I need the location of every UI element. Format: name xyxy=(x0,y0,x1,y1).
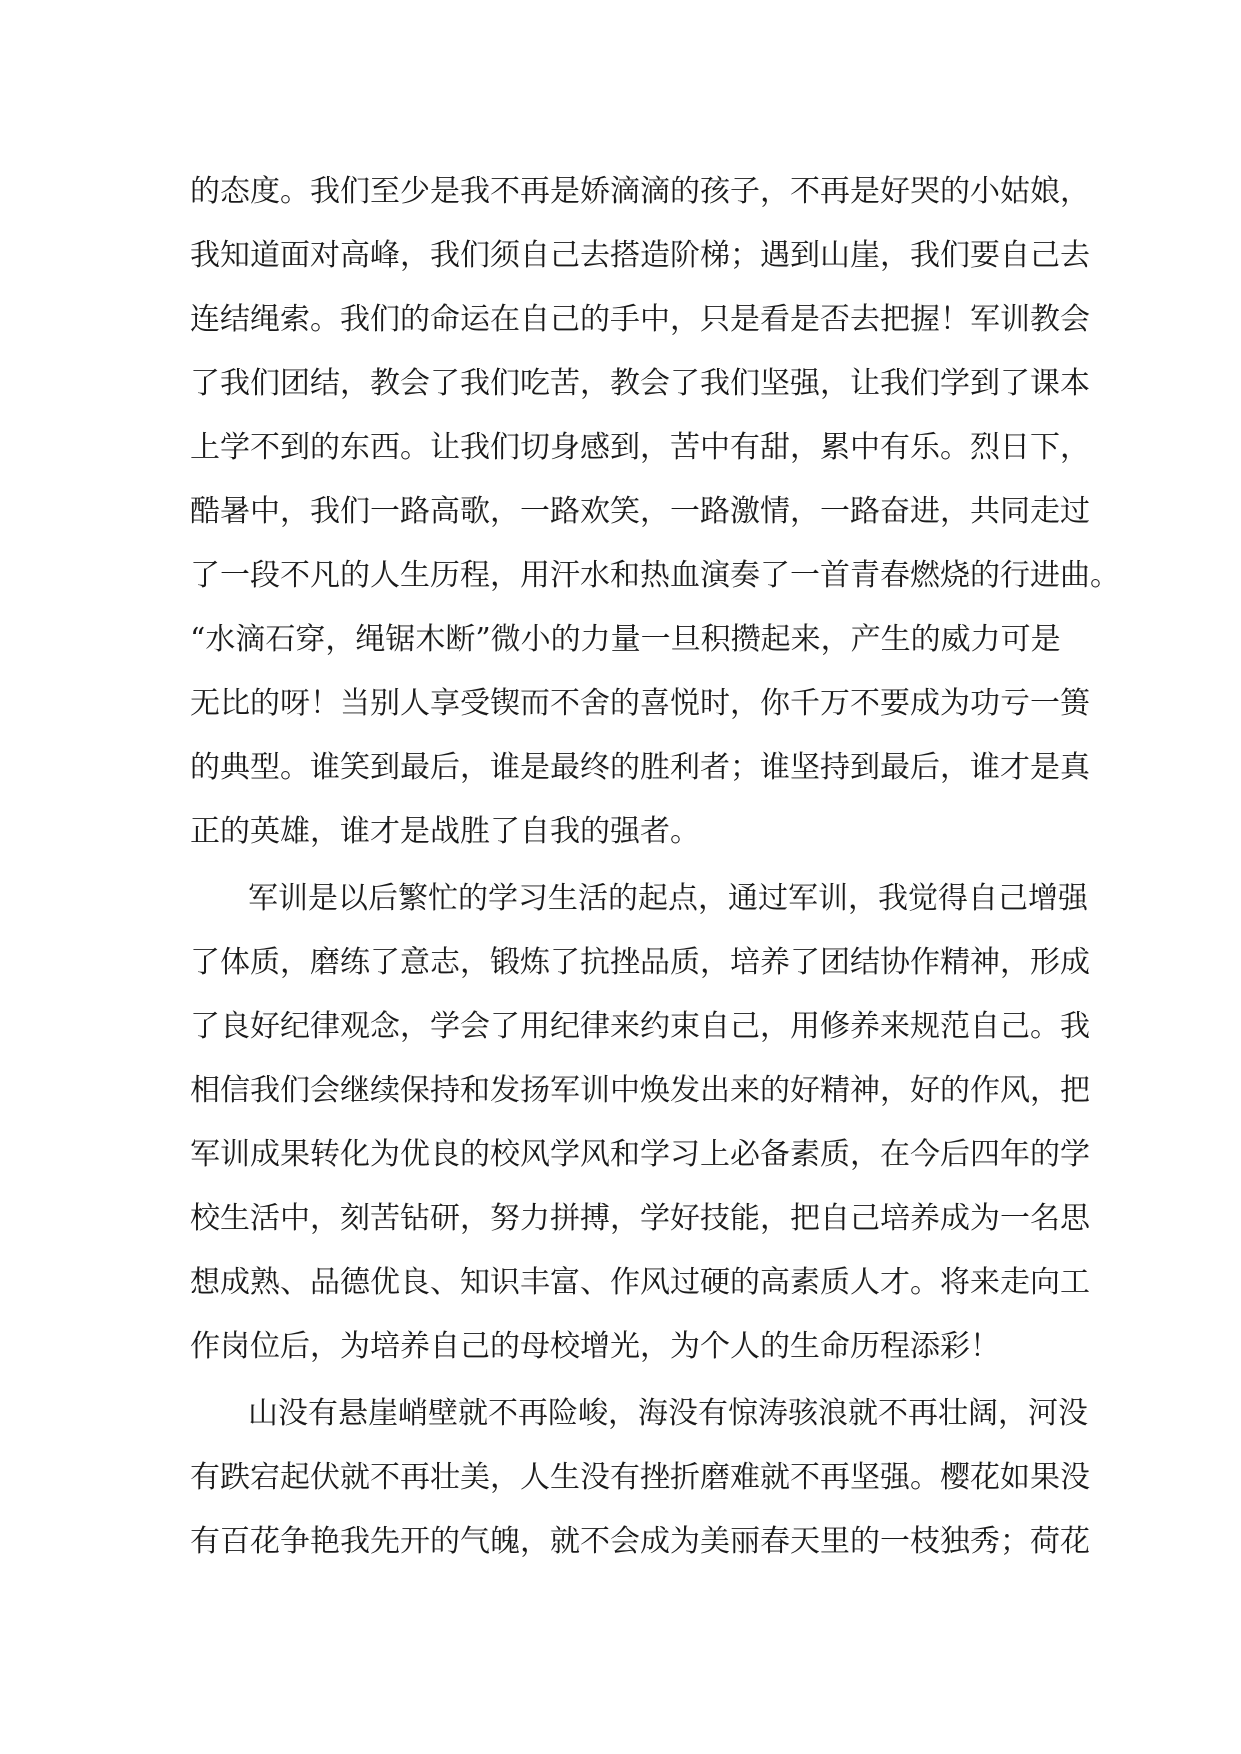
text-line: 军训成果转化为优良的校风学风和学习上必备素质，在今后四年的学 xyxy=(190,1137,1090,1172)
paragraph-1 xyxy=(190,160,1120,864)
text-line: 了良好纪律观念，学会了用纪律来约束自己，用修养来规范自己。我 xyxy=(190,1009,1090,1044)
text-line: 我知道面对高峰，我们须自己去搭造阶梯；遇到山崖，我们要自己去 xyxy=(190,238,1090,273)
text-line: “水滴石穿，绳锯木断”微小的力量一旦积攒起来，产生的威力可是 xyxy=(190,622,1061,657)
text-line: 山没有悬崖峭壁就不再险峻，海没有惊涛骇浪就不再壮阔，河没 xyxy=(248,1396,1088,1431)
document-page xyxy=(190,160,1120,1574)
text-line: 连结绳索。我们的命运在自己的手中，只是看是否去把握！军训教会 xyxy=(190,302,1090,337)
text-line: 的态度。我们至少是我不再是娇滴滴的孩子，不再是好哭的小姑娘， xyxy=(190,174,1090,209)
text-line: 了体质，磨练了意志，锻炼了抗挫品质，培养了团结协作精神，形成 xyxy=(190,945,1090,980)
text-line: 上学不到的东西。让我们切身感到，苦中有甜，累中有乐。烈日下， xyxy=(190,430,1090,465)
text-line: 无比的呀！当别人享受锲而不舍的喜悦时，你千万不要成为功亏一篑 xyxy=(190,686,1090,721)
text-line: 了一段不凡的人生历程，用汗水和热血演奏了一首青春燃烧的行进曲。 xyxy=(190,558,1120,593)
paragraph-3 xyxy=(190,1382,1090,1574)
text-line: 相信我们会继续保持和发扬军训中焕发出来的好精神，好的作风，把 xyxy=(190,1073,1090,1108)
text-line: 酷暑中，我们一路高歌，一路欢笑，一路激情，一路奋进，共同走过 xyxy=(190,494,1090,529)
text-line: 的典型。谁笑到最后，谁是最终的胜利者；谁坚持到最后，谁才是真 xyxy=(190,750,1090,785)
text-line: 想成熟、品德优良、知识丰富、作风过硬的高素质人才。将来走向工 xyxy=(190,1265,1090,1300)
text-line: 军训是以后繁忙的学习生活的起点，通过军训，我觉得自己增强 xyxy=(248,881,1088,916)
text-line: 有跌宕起伏就不再壮美，人生没有挫折磨难就不再坚强。樱花如果没 xyxy=(190,1460,1090,1495)
text-line: 作岗位后，为培养自己的母校增光，为个人的生命历程添彩！ xyxy=(190,1329,1000,1364)
text-line: 有百花争艳我先开的气魄，就不会成为美丽春天里的一枝独秀；荷花 xyxy=(190,1524,1090,1559)
text-line: 校生活中，刻苦钻研，努力拼搏，学好技能，把自己培养成为一名思 xyxy=(190,1201,1090,1236)
text-line: 了我们团结，教会了我们吃苦，教会了我们坚强，让我们学到了课本 xyxy=(190,366,1090,401)
text-line: 正的英雄，谁才是战胜了自我的强者。 xyxy=(190,814,700,849)
paragraph-2 xyxy=(190,867,1090,1379)
